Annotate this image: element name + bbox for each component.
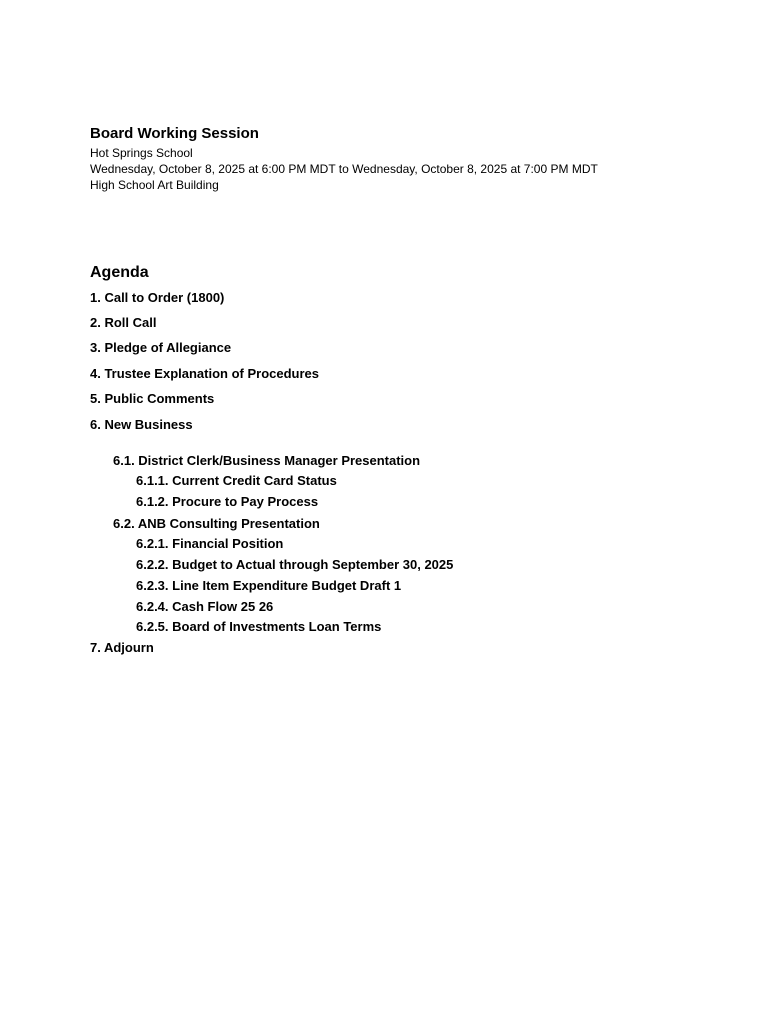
agenda-subitem-procure-to-pay: 6.1.2. Procure to Pay Process: [136, 494, 319, 509]
agenda-subitem-clerk-presentation: 6.1. District Clerk/Business Manager Presentation: [113, 453, 421, 468]
agenda-item-public-comments: 5. Public Comments: [90, 391, 215, 406]
agenda-subitem-expenditure-budget: 6.2.3. Line Item Expenditure Budget Draft 1: [136, 578, 402, 593]
meeting-organization: Hot Springs School: [90, 146, 193, 160]
agenda-subitem-financial-position: 6.2.1. Financial Position: [136, 536, 284, 551]
meeting-title: Board Working Session: [90, 125, 259, 142]
agenda-subitem-credit-card-status: 6.1.1. Current Credit Card Status: [136, 473, 337, 488]
agenda-item-adjourn: 7. Adjourn: [90, 640, 154, 655]
meeting-datetime: Wednesday, October 8, 2025 at 6:00 PM MDT to Wednesday, October 8, 2025 at 7:00 PM MDT: [90, 162, 598, 176]
agenda-item-roll-call: 2. Roll Call: [90, 315, 157, 330]
agenda-item-pledge: 3. Pledge of Allegiance: [90, 340, 232, 355]
agenda-subitem-anb-presentation: 6.2. ANB Consulting Presentation: [113, 516, 320, 531]
agenda-item-new-business: 6. New Business: [90, 417, 193, 432]
agenda-item-trustee-explanation: 4. Trustee Explanation of Procedures: [90, 366, 320, 381]
agenda-subitem-budget-to-actual: 6.2.2. Budget to Actual through September 30, 2025: [136, 557, 454, 572]
agenda-subitem-loan-terms: 6.2.5. Board of Investments Loan Terms: [136, 619, 382, 634]
agenda-heading: Agenda: [90, 264, 149, 281]
meeting-location: High School Art Building: [90, 178, 219, 192]
agenda-subitem-cash-flow: 6.2.4. Cash Flow 25 26: [136, 599, 274, 614]
agenda-item-call-to-order: 1. Call to Order (1800): [90, 290, 225, 305]
